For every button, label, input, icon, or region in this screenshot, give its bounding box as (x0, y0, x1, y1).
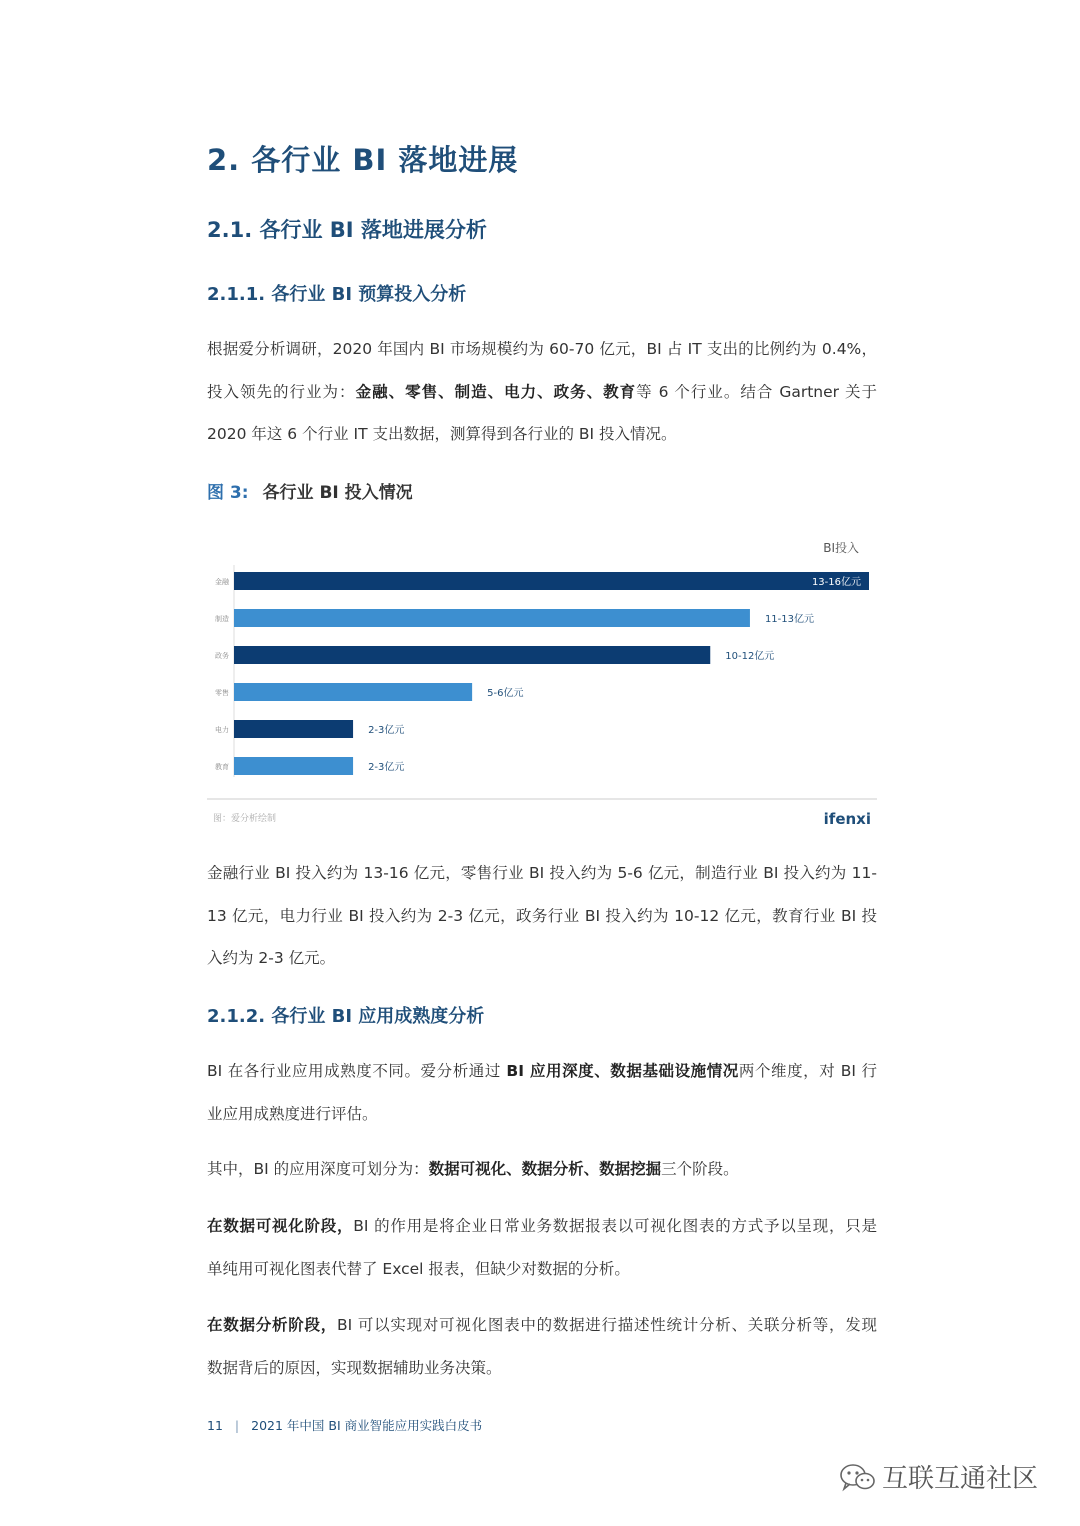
paragraph-application-depth (207, 1148, 877, 1191)
chart-bar (234, 609, 750, 627)
paragraph-line: 投入领先的行业为：金融、零售、制造、电力、政务、教育等 6 个行业。结合 Gartner 关于 (207, 382, 877, 401)
ifenxi-logo: ifenxi (823, 810, 871, 828)
chart-source-note: 图：爱分析绘制 (213, 814, 277, 824)
figure-number: 图 3: (207, 483, 249, 503)
subsection-heading-budget: 2.1.1. 各行业 BI 预算投入分析 (207, 284, 467, 305)
footer-separator: | (234, 1418, 240, 1433)
footer-doc-title: 2021 年中国 BI 商业智能应用实践白皮书 (251, 1418, 483, 1433)
chart-bar (234, 683, 472, 701)
paragraph-line: 根据爱分析调研，2020 年国内 BI 市场规模约为 60-70 亿元，BI 占 IT 支出的比例约为 0.4%， (207, 340, 877, 358)
paragraph-line: 在数据可视化阶段，BI 的作用是将企业日常业务数据报表以可视化图表的方式予以呈现，只是 (207, 1217, 877, 1235)
subsection-heading-maturity: 2.1.2. 各行业 BI 应用成熟度分析 (207, 1006, 485, 1027)
chart-bar (234, 646, 710, 664)
page-footer (207, 1416, 482, 1434)
section-heading-2: 2.1. 各行业 BI 落地进展分析 (207, 218, 487, 242)
paragraph-line: 金融行业 BI 投入约为 13-16 亿元，零售行业 BI 投入约为 5-6 亿元，制造行业 BI 投入约为 11- (207, 864, 877, 882)
paragraph-line: 2020 年这 6 个行业 IT 支出数据，测算得到各行业的 BI 投入情况。 (207, 425, 677, 443)
figure-title: 各行业 BI 投入情况 (262, 483, 413, 503)
paragraph-analysis-stage (207, 1304, 877, 1389)
paragraph-visualization-stage (207, 1205, 877, 1290)
chart-category-label: 零售 (215, 689, 229, 697)
chart-category-label: 教育 (215, 763, 229, 771)
paragraph-line: 入约为 2-3 亿元。 (207, 949, 336, 967)
watermark (838, 1458, 1038, 1495)
chart-data-label: 5-6亿元 (487, 688, 524, 699)
page-heading-1: 2. 各行业 BI 落地进展 (207, 143, 519, 177)
chart-data-label: 10-12亿元 (725, 651, 775, 662)
chart-data-label: 2-3亿元 (368, 762, 405, 773)
chart-category-label: 电力 (215, 726, 229, 734)
chart-category-label: 制造 (215, 615, 229, 623)
chart-bar (234, 572, 869, 590)
chart-category-label: 政务 (215, 652, 229, 660)
wechat-icon (838, 1462, 876, 1492)
chart-category-label: 金融 (215, 578, 229, 586)
page-number: 11 (207, 1418, 223, 1433)
paragraph-line: BI 在各行业应用成熟度不同。爱分析通过 BI 应用深度、数据基础设施情况两个维度，对 BI 行 (207, 1062, 877, 1080)
bi-investment-bar-chart (207, 533, 879, 833)
paragraph-industry-investment (207, 852, 877, 980)
paragraph-line: 单纯用可视化图表代替了 Excel 报表，但缺少对数据的分析。 (207, 1259, 630, 1278)
chart-data-label: 11-13亿元 (764, 614, 814, 625)
paragraph-market-size (207, 328, 877, 456)
figure-caption (207, 478, 413, 503)
paragraph-line: 其中，BI 的应用深度可划分为：数据可视化、数据分析、数据挖掘三个阶段。 (207, 1160, 739, 1178)
chart-bar (234, 757, 353, 775)
watermark-text: 互联互通社区 (882, 1464, 1039, 1494)
paragraph-line: 业应用成熟度进行评估。 (207, 1104, 378, 1123)
chart-legend: BI投入 (823, 541, 859, 555)
chart-bar (234, 720, 353, 738)
chart-data-label: 2-3亿元 (368, 725, 405, 736)
chart-data-label: 13-16亿元 (811, 577, 861, 588)
paragraph-line: 13 亿元，电力行业 BI 投入约为 2-3 亿元，政务行业 BI 投入约为 10-12 亿元，教育行业 BI 投 (207, 906, 877, 925)
paragraph-line: 数据背后的原因，实现数据辅助业务决策。 (207, 1358, 502, 1377)
paragraph-line: 在数据分析阶段，BI 可以实现对可视化图表中的数据进行描述性统计分析、关联分析等，发现 (207, 1316, 877, 1334)
paragraph-maturity-intro (207, 1050, 877, 1135)
